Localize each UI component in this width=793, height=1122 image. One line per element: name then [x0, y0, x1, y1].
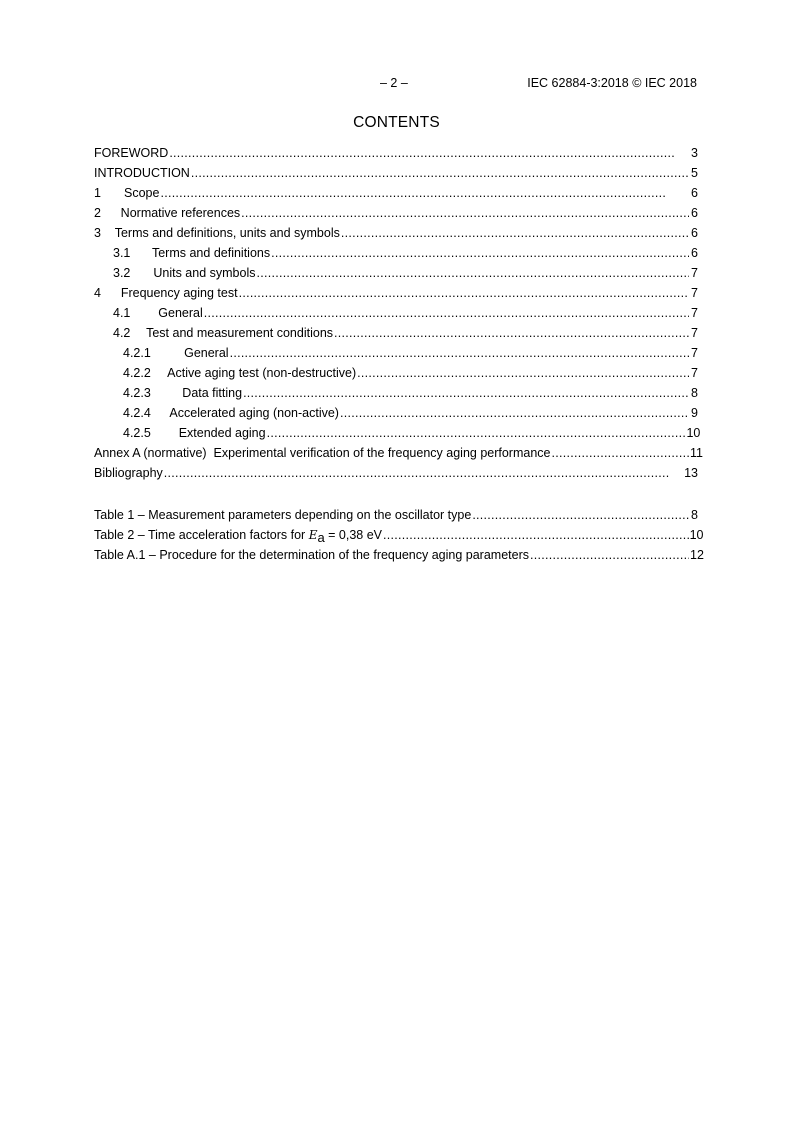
toc-entry-normative-references[interactable] — [94, 203, 698, 223]
toc-page-number: 8 — [691, 508, 698, 522]
toc-entry-label: Terms and definitions, units and symbols — [114, 226, 340, 240]
table-entry-label: Table 1 – Measurement parameters depending on the oscillator type — [94, 508, 472, 522]
table-list-entry-table-2[interactable] — [94, 525, 704, 545]
toc-leader — [340, 403, 689, 423]
toc-entry-number: 4.2.2 — [123, 366, 151, 380]
toc-leader — [552, 443, 690, 463]
toc-leader — [472, 505, 689, 525]
toc-page-number: 6 — [691, 186, 698, 200]
toc-entry-foreword[interactable] — [94, 143, 698, 163]
toc-entry-number: 1 — [94, 186, 101, 200]
toc-entry-general-sub[interactable] — [94, 343, 698, 363]
toc-leader — [239, 283, 689, 303]
toc-entry-label: Annex A (normative) Experimental verification of the frequency aging performance — [94, 446, 551, 460]
toc-leader — [164, 463, 683, 483]
toc-entry-frequency-aging-test[interactable] — [94, 283, 698, 303]
toc-page-number: 6 — [691, 206, 698, 220]
toc-entry-label: Test and measurement conditions — [146, 326, 334, 340]
toc-page-number: 7 — [691, 266, 698, 280]
toc-leader — [204, 303, 689, 323]
toc-leader — [530, 545, 689, 565]
toc-entry-label: Scope — [124, 186, 160, 200]
toc-page-number: 7 — [691, 326, 698, 340]
toc-page-number: 8 — [691, 386, 698, 400]
toc-entry-terms-definitions-units-symbols[interactable] — [94, 223, 698, 243]
toc-entry-data-fitting[interactable] — [94, 383, 698, 403]
toc-leader — [271, 243, 689, 263]
toc-leader — [230, 343, 689, 363]
toc-entry-label: Terms and definitions — [151, 246, 271, 260]
document-reference: IEC 62884-3:2018 © IEC 2018 — [527, 76, 697, 90]
toc-page-number: 10 — [686, 426, 701, 440]
toc-entry-label: INTRODUCTION — [94, 166, 190, 180]
toc-entry-label: General — [158, 306, 203, 320]
toc-entry-number: 2 — [94, 206, 101, 220]
toc-leader — [334, 323, 689, 343]
toc-entry-general[interactable] — [94, 303, 698, 323]
toc-leader — [357, 363, 689, 383]
page-title: CONTENTS — [353, 114, 440, 131]
toc-entry-label: Units and symbols — [153, 266, 256, 280]
toc-entry-label: Bibliography — [94, 466, 163, 480]
toc-page-number: 7 — [691, 286, 698, 300]
toc-entry-accelerated-aging[interactable] — [94, 403, 698, 423]
toc-leader — [160, 183, 689, 203]
toc-page-number: 3 — [691, 146, 698, 160]
table-entry-label-prefix: Table 2 – Time acceleration factors for — [94, 528, 309, 542]
table-entry-label: Table A.1 – Procedure for the determination of the frequency aging parameters — [94, 548, 529, 562]
toc-entry-label: FOREWORD — [94, 146, 169, 160]
toc-page-number: 7 — [691, 366, 698, 380]
toc-leader — [267, 423, 686, 443]
toc-entry-terms-and-definitions[interactable] — [94, 243, 698, 263]
toc-entry-number: 4.2.5 — [123, 426, 151, 440]
toc-entry-number: 3.1 — [113, 246, 131, 260]
toc-entry-label: Frequency aging test — [120, 286, 238, 300]
table-list-entry-table-1[interactable] — [94, 505, 698, 525]
toc-entry-number: 4.2.4 — [123, 406, 151, 420]
toc-entry-label: Extended aging — [178, 426, 266, 440]
toc-page-number: 11 — [690, 446, 703, 460]
toc-entry-test-measurement-conditions[interactable] — [94, 323, 698, 343]
toc-entry-number: 4.2 — [113, 326, 131, 340]
toc-entry-active-aging-test[interactable] — [94, 363, 698, 383]
activation-energy-subscript: a — [317, 530, 325, 545]
toc-leader — [241, 203, 689, 223]
toc-entry-number: 4 — [94, 286, 101, 300]
toc-page-number: 10 — [689, 528, 704, 542]
section-gap — [94, 483, 698, 505]
toc-page-number: 13 — [684, 466, 698, 480]
toc-leader — [383, 525, 689, 545]
toc-leader — [169, 143, 689, 163]
toc-entry-units-and-symbols[interactable] — [94, 263, 698, 283]
table-of-contents — [94, 143, 704, 565]
toc-page-number: 9 — [691, 406, 698, 420]
toc-entry-annex-a[interactable] — [94, 443, 703, 463]
toc-page-number: 12 — [690, 548, 704, 562]
activation-energy-symbol: E — [308, 528, 318, 542]
toc-leader — [191, 163, 689, 183]
toc-entry-label: Accelerated aging (non-active) — [169, 406, 339, 420]
toc-entry-label: General — [184, 346, 229, 360]
toc-page-number: 7 — [691, 306, 698, 320]
toc-leader — [256, 263, 689, 283]
toc-leader — [243, 383, 689, 403]
toc-entry-label: Data fitting — [182, 386, 243, 400]
toc-entry-extended-aging[interactable] — [94, 423, 701, 443]
toc-entry-number: 4.2.3 — [123, 386, 151, 400]
toc-entry-label: Normative references — [120, 206, 241, 220]
toc-entry-number: 3.2 — [113, 266, 131, 280]
toc-page-number: 5 — [691, 166, 698, 180]
toc-entry-number: 4.1 — [113, 306, 131, 320]
toc-page-number: 6 — [691, 226, 698, 240]
toc-entry-scope[interactable] — [94, 183, 698, 203]
page-number: – 2 – — [380, 76, 408, 90]
toc-entry-label: Active aging test (non-destructive) — [167, 366, 357, 380]
toc-entry-number: 3 — [94, 226, 101, 240]
toc-page-number: 7 — [691, 346, 698, 360]
table-list-entry-table-a1[interactable] — [94, 545, 704, 565]
toc-page-number: 6 — [691, 246, 698, 260]
toc-leader — [341, 223, 689, 243]
toc-entry-bibliography[interactable] — [94, 463, 698, 483]
toc-entry-introduction[interactable] — [94, 163, 698, 183]
toc-entry-number: 4.2.1 — [123, 346, 151, 360]
table-entry-label-suffix: = 0,38 eV — [324, 528, 383, 542]
